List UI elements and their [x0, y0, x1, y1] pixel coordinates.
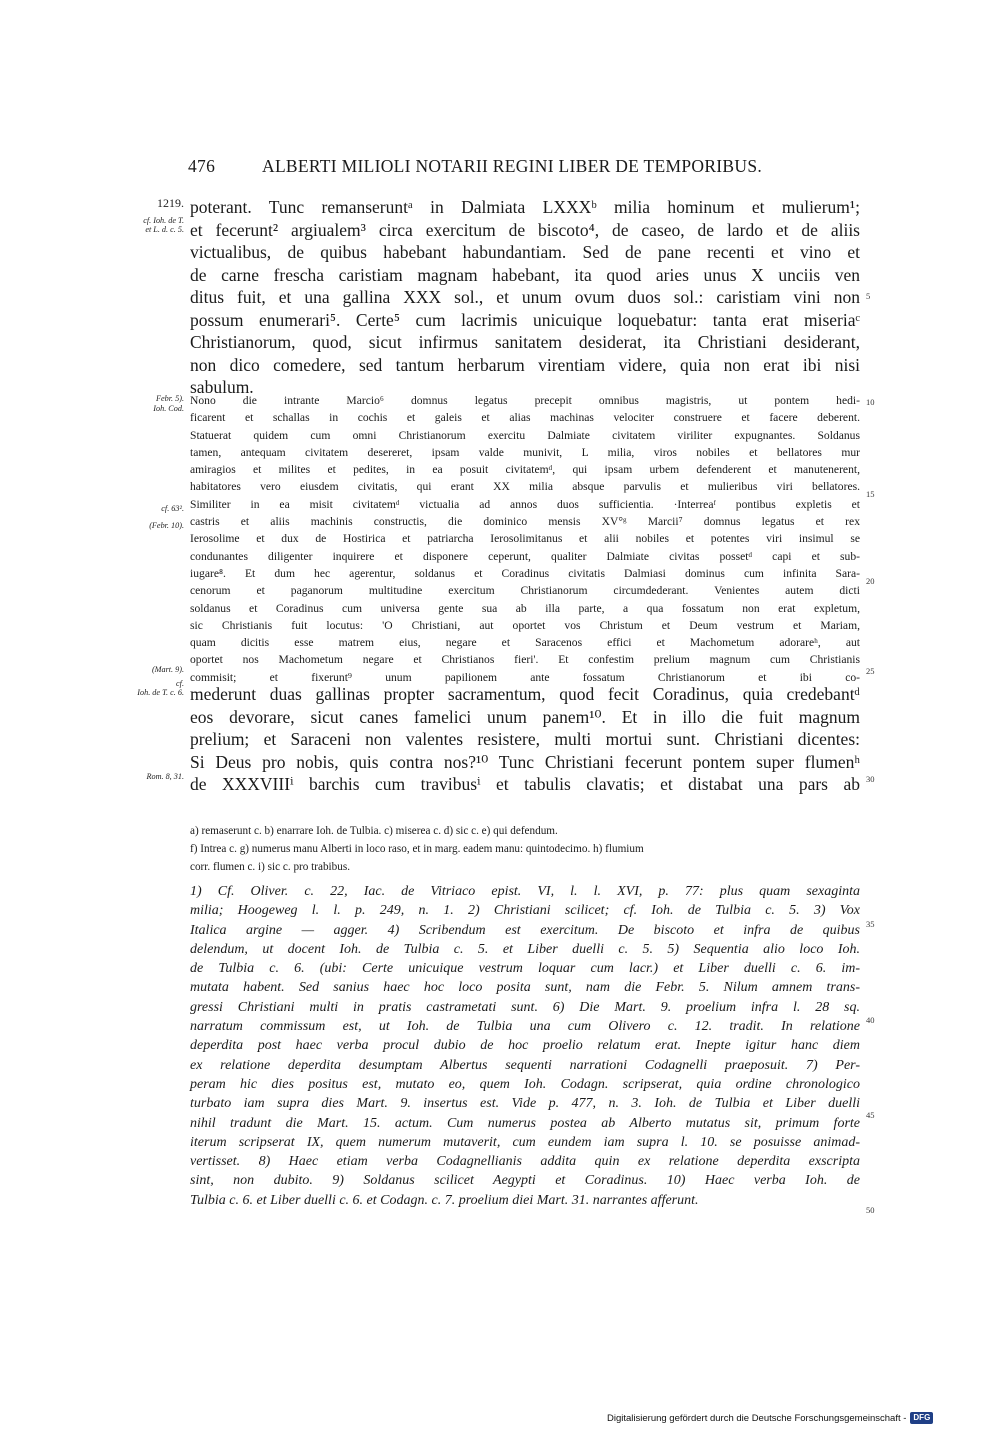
text-line: Ierosolime et dux de Hostirica et patriarcha Ierosolimitanus et alii nobiles et potentes viri insimul se [190, 532, 860, 546]
main-paragraph [190, 196, 860, 399]
digitization-credit [607, 1412, 933, 1424]
text-line: iugare⁸. Et dum hec agerentur, soldanus et Coradinus civitatis Dalmiasi dominus cum infinita Sara- [190, 566, 860, 580]
footnote-line: 1) Cf. Oliver. c. 22, Iac. de Vitriaco epist. VI, l. l. XVI, p. 77: plus quam sexaginta [190, 884, 860, 899]
text-line: Christianorum, quod, sicut infirmus sanitatem desiderat, ita Christiani desiderant, [190, 332, 860, 352]
margin-note: cf. 63². [161, 504, 184, 513]
margin-note: cf. Ioh. de T. [143, 216, 184, 225]
line-number: 10 [866, 397, 875, 407]
footnote-line: gressi Christiani multi in pratis castrametati sunt. 6) Die Mart. 9. proelium infra l. 28 sq. [190, 999, 860, 1015]
footnote-line: narratum commissum est, ut Ioh. de Tulbia una cum Olivero c. 12. tradit. In relatione [190, 1019, 860, 1035]
line-number: 5 [866, 291, 871, 301]
page-header [188, 156, 860, 178]
apparatus-line: a) remaserunt c. b) enarrare Ioh. de Tulbia. c) miserea c. d) sic c. e) qui defendum. [190, 825, 558, 837]
footnote-line: peram hic dies positus est, mutato eo, quem Ioh. Codagn. scripserat, quia ordine chronologico [190, 1076, 860, 1092]
margin-note: (Mart. 9). [151, 665, 184, 674]
text-line: victualibus, de quibus habebant habundantiam. Sed de pane recenti et vino et [190, 242, 860, 262]
text-line: condunantes diligenter inquirere et disponere ceperunt, qualiter Dalmiate civitas possetᵈ capi et sub- [190, 549, 860, 563]
apparatus-line: f) Intrea c. g) numerus manu Alberti in loco raso, et in marg. eadem manu: quintodecimo. h) flumium [190, 843, 644, 855]
footnote-line: ex relatione deperdita desumptam Albertus sequenti narrationi Codagnelli praeposuit. 7) Per- [190, 1057, 860, 1073]
footnote-line: mutata habent. Sed sanius haec hoc loco posita sunt, nam die Febr. 5. Nilum amnem trans- [190, 980, 860, 996]
text-line: habitatores vero eiusdem civitatis, qui erant XX milia absque parvulis et mulieribus viri bellatores. [190, 480, 860, 494]
footnotes [190, 882, 860, 1210]
small-type-passage [190, 392, 860, 686]
text-line: non dico comedere, sed tantum herbarum virentiam videre, quia non erat ibi nisi [190, 354, 860, 375]
text-line: tamen, antequam civitatem desereret, ipsam valde munivit, L milia, viros nobiles et bellatores mur [190, 445, 860, 459]
margin-note: Febr. 5). [156, 394, 184, 403]
text-line: amiragios et milites et pedites, in ea posuit civitatemᵈ, qui ipsam urbem defenderent et manutenerent, [190, 463, 860, 477]
line-number: 25 [866, 666, 875, 676]
margin-note: et L. d. c. 5. [145, 225, 184, 234]
credit-text: Digitalisierung gefördert durch die Deutsche Forschungsgemeinschaft - [607, 1412, 907, 1424]
footnote-line: Italica argine — agger. 4) Scribendum est exercitum. De biscoto et infra de quibus [190, 922, 860, 938]
margin-note: Ioh. Cod. [153, 404, 184, 413]
line-number: 50 [866, 1205, 875, 1215]
footnote-line: turbato iam supra dies Mart. 9. insertus est. Vide p. 477, n. 3. Ioh. de Tulbia et Liber duelli [190, 1096, 860, 1112]
apparatus-line: corr. flumen c. i) sic c. pro trabibus. [190, 861, 350, 873]
text-line: commisit; et fixerunt⁹ unum papilionem ante fossatum Christianorum et ibi co- [190, 670, 860, 684]
text-line: Si Deus pro nobis, quis contra nos?¹⁰ Tunc Christiani fecerunt pontem super flumenʰ [190, 751, 860, 772]
line-number: 45 [866, 1110, 875, 1120]
text-line: de carne frescha caristiam magnam habebant, ita quod aries unus X unciis ven [190, 264, 860, 285]
footnote-line: de Tulbia c. 6. (ubi: Certe unicuique vestrum loquar cum lacr.) et Liber duelli c. 6. im- [190, 961, 860, 977]
text-line: de XXXVIIIⁱ barchis cum travibusⁱ et tabulis clavatis; et distabat una pars ab [190, 774, 860, 794]
footnote-line: iterum scripserat IX, quem numerum mutaverit, cum eundem iam supra l. 10. se posuisse animad- [190, 1134, 860, 1150]
text-line: castris et aliis machinis constructis, die dominico mensis XV°ᵍ Marcii⁷ domnus legatus et rex [190, 515, 860, 529]
footnote-line: vertisset. 8) Haec etiam verba Codagnellianis addita quin ex relatione deperdita exscripta [190, 1154, 860, 1170]
text-line: et fecerunt² argiualem³ circa exercitum de biscoto⁴, de caseo, de lardo et de aliis [190, 219, 860, 240]
text-line: sabulum. [190, 377, 254, 397]
margin-year: 1219. [157, 196, 184, 210]
text-line: cenorum et paganorum multitudine exercitum Christianorum circumdederant. Venientes autem dicti [190, 584, 860, 598]
footnote-line: milia; Hoogeweg l. l. p. 249, n. 1. 2) Christiani scilicet; cf. Ioh. de Tulbia c. 5. 3) Vox [190, 903, 860, 919]
margin-note: (Febr. 10). [149, 521, 184, 530]
text-line: eos devorare, sicut canes famelici unum panem¹⁰. Et in illo die fuit magnum [190, 706, 860, 727]
page-number: 476 [188, 156, 216, 176]
text-line: ditus fuit, et una gallina XXX sol., et unum ovum duos sol.: caristiam vini non [190, 287, 860, 307]
footnote-line: deperdita post haec verba procul dubio de hoc proelio relatum erat. Inepte igitur hanc diem [190, 1038, 860, 1054]
footnote-line: nihil tradunt die Mart. 15. actum. Cum numerus postea ab Alberto mutatus sit, primum forte [190, 1115, 860, 1131]
text-line: poterant. Tunc remanseruntᵃ in Dalmiata LXXXᵇ milia hominum et mulierum¹; [190, 197, 860, 217]
text-line: Nono die intrante Marcio⁶ domnus legatus precepit omnibus magistris, ut pontem hedi- [190, 394, 860, 407]
footnote-line: delendum, ut docent Ioh. de Tulbia c. 5. et Liber duelli c. 5. 5) Sequentia alio loco Ioh. [190, 941, 860, 957]
line-number: 30 [866, 774, 875, 784]
margin-note: Ioh. de T. c. 6. [137, 688, 184, 697]
footnote-line: Tulbia c. 6. et Liber duelli c. 6. et Codagn. c. 7. proelium diei Mart. 31. narrantes afferunt. [190, 1192, 699, 1208]
text-line: soldanus et Coradinus cum universa gente sua ab illa parte, a qua fossatum non erat expletum, [190, 601, 860, 615]
text-line: possum enumerari⁵. Certe⁵ cum lacrimis unicuique loquebatur: tanta erat miseriaᶜ [190, 309, 860, 330]
text-line: mederunt duas gallinas propter sacramentum, quod fecit Coradinus, quia credebantᵈ [190, 684, 860, 704]
line-number: 35 [866, 919, 875, 929]
text-line: prelium; et Saraceni non valentes resistere, multi mortui sunt. Christiani dicentes: [190, 729, 860, 749]
margin-note: Rom. 8, 31. [146, 772, 184, 781]
text-line: Similiter in ea misit civitatemᵈ victualia ad annos duos sufficientia. ·Interreaᶠ pontibus expletis et [190, 497, 860, 511]
text-line: Statuerat quidem cum omni Christianorum exercitu Dalmiate civitatem viriliter expugnantes. Soldanus [190, 428, 860, 442]
line-number: 40 [866, 1015, 875, 1025]
critical-apparatus [190, 822, 860, 876]
text-line: quam dicitis esse matrem eius, negare et Saracenos effici et Machometum adorareʰ, aut [190, 636, 860, 650]
text-line: ficarent et schallas in cochis et galeis et alias machinas velociter construere et facere deberent. [190, 411, 860, 425]
text-line: sic Christianis fuit locutus: 'O Christiani, aut oportet vos Christum et Deum vestrum et Mariam, [190, 618, 860, 632]
line-number: 20 [866, 576, 875, 586]
text-line: oportet nos Machometum negare et Christianos fieri'. Et confestim prelium magnum cum Christianis [190, 653, 860, 667]
running-title: ALBERTI MILIOLI NOTARII REGINI LIBER DE TEMPORIBUS. [262, 156, 763, 176]
footnote-line: sint, non dubito. 9) Soldanus scilicet Aegypti et Coradinus. 10) Haec verba Ioh. de [190, 1173, 860, 1189]
margin-note: cf. [176, 679, 184, 688]
line-number: 15 [866, 489, 875, 499]
dfg-logo: DFG [910, 1412, 933, 1424]
main-paragraph-continued [190, 683, 860, 796]
